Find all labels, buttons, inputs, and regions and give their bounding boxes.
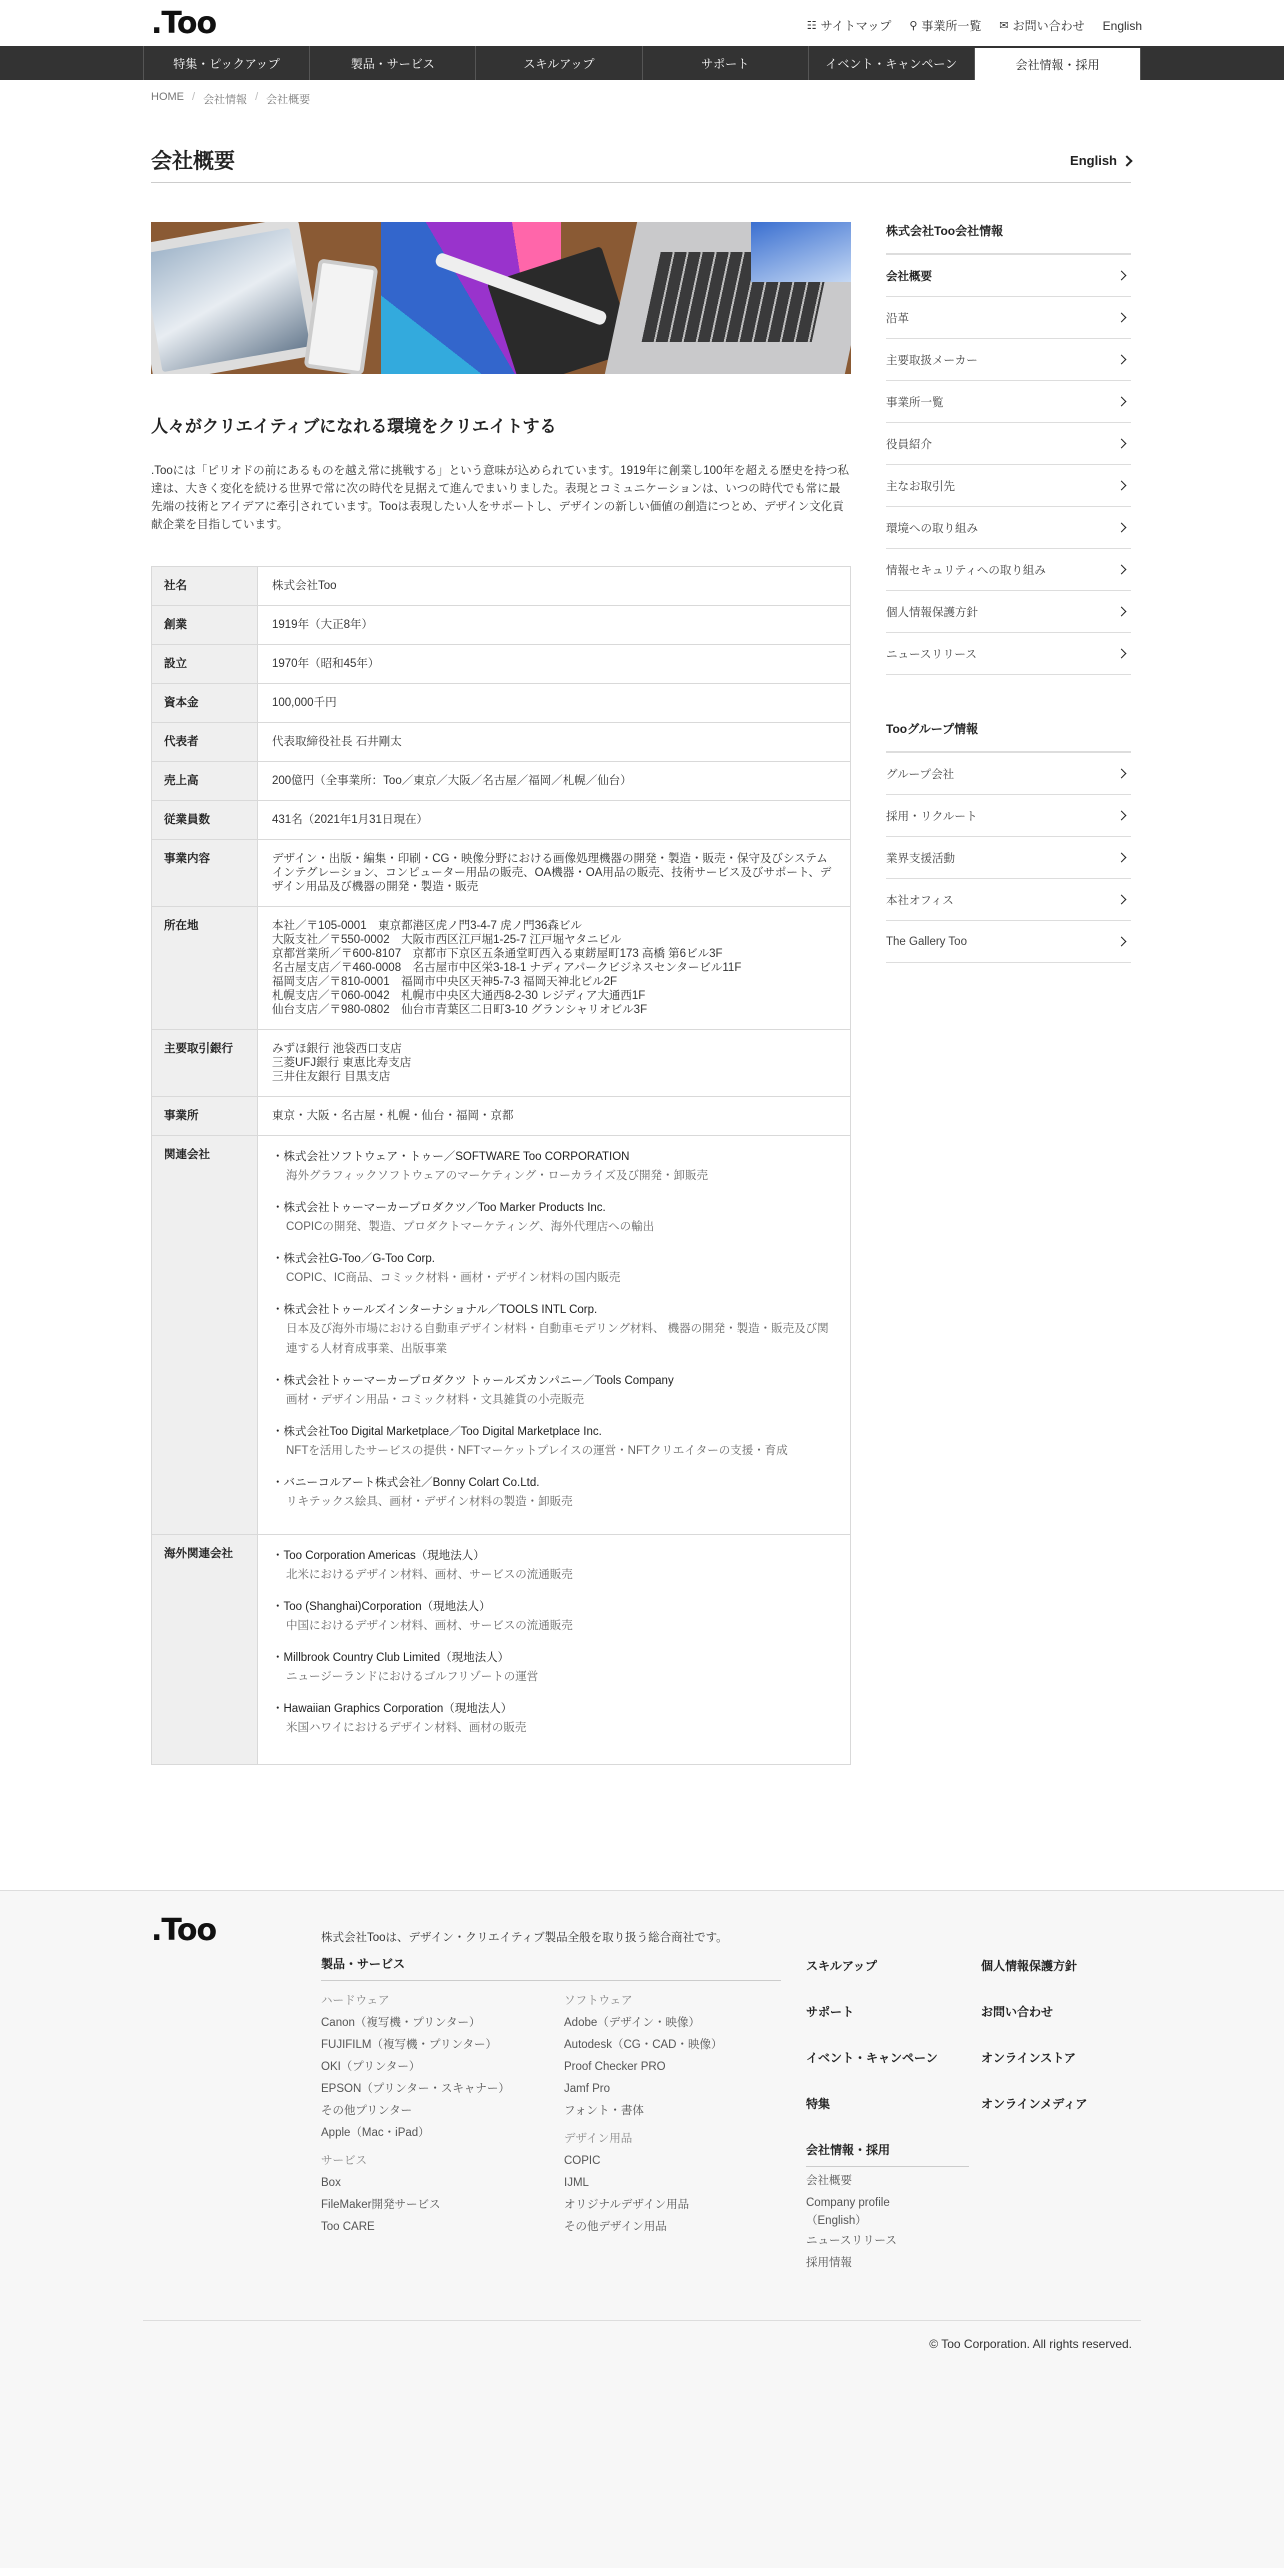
sidebar-group-item[interactable] [886,753,1131,795]
row-value [258,762,851,801]
company-name: ・ Too Corporation Americas（現地法人） [272,1547,836,1565]
table-row [152,645,851,684]
table-row [152,723,851,762]
sidebar-group-item[interactable] [886,837,1131,879]
row-label: 従業員数 [152,801,258,840]
footer-category: ハードウェア [321,1995,390,2007]
sidebar-company-item[interactable] [886,423,1131,465]
value-line: 100,000千円 [272,697,337,709]
value-line: 200億円（全事業所：Too／東京／大阪／名古屋／福岡／札幌／仙台） [272,775,632,787]
list-item [272,1474,836,1512]
value-line: 株式会社Too [272,580,337,592]
table-row [152,606,851,645]
footer [0,1890,1284,2568]
sidebar-company-item-label: 沿革 [886,312,909,325]
value-line: 三井住友銀行 目黒支店 [272,1071,391,1083]
breadcrumb-separator: / [255,91,259,103]
chevron-right-icon [1117,313,1127,323]
sidebar-group-heading: Tooグループ情報 [886,720,1131,753]
contact-label: お問い合わせ [1012,19,1085,33]
company-name: ・ 株式会社G-Too／G-Too Corp. [272,1250,836,1268]
sitemap-icon: ☷ [806,20,817,32]
row-label: 所在地 [152,907,258,1030]
page-title: 会社概要 [151,150,235,173]
footer-products-col1 [321,1990,510,2238]
sidebar-company-item[interactable] [886,381,1131,423]
too-logo[interactable]: .Too [151,6,217,41]
row-value [258,1535,851,1765]
footer-link-support[interactable]: サポート [806,2005,855,2019]
footer-link[interactable]: EPSON（プリンター・スキャナー） [321,2083,510,2095]
footer-logo[interactable]: .Too [151,1913,217,1948]
footer-divider [143,2320,1141,2321]
utility-links [807,17,1142,34]
sidebar-company-item[interactable] [886,507,1131,549]
footer-category: サービス [321,2155,367,2167]
table-row [152,1097,851,1136]
location-pin-icon: ⚲ [909,20,918,32]
list-item [272,1250,836,1288]
chevron-right-icon [1117,397,1127,407]
footer-link-overview[interactable]: 会社概要 [806,2175,852,2187]
overseas-row [152,1535,851,1765]
hero-image [151,222,851,374]
nav-products[interactable]: 製品・サービス [309,46,475,80]
footer-link-company-profile-english[interactable]: （English） [806,2215,867,2227]
sitemap-link[interactable] [807,17,892,34]
global-nav [0,46,1284,80]
nav-features[interactable]: 特集・ピックアップ [143,46,309,80]
sidebar-company-heading: 株式会社Too会社情報 [886,222,1131,255]
list-item [272,1148,836,1186]
value-line: 本社／〒105-0001 東京都港区虎ノ門3-4-7 虎ノ門36森ビル [272,920,582,932]
chevron-right-icon [1117,355,1127,365]
footer-products-heading: 製品・サービス [321,1955,781,1981]
company-name: ・ Hawaiian Graphics Corporation（現地法人） [272,1700,836,1718]
company-description: 日本及び海外市場における自動車デザイン材料・自動車モデリング材料、 機器の開発・製造・販売及び関連する人材育成事業、出版事業 [286,1323,829,1355]
sidebar-company-item[interactable] [886,549,1131,591]
table-row [152,840,851,907]
page-header [151,145,1131,183]
table-row [152,762,851,801]
company-name: ・ 株式会社ソフトウェア・トゥー／SOFTWARE Too CORPORATION [272,1148,836,1166]
row-value [258,1030,851,1097]
row-label: 海外関連会社 [152,1535,258,1765]
chevron-right-icon [1117,895,1127,905]
tablet-shape [151,222,322,374]
footer-link[interactable]: フォント・書体 [564,2105,644,2117]
row-label: 事業内容 [152,840,258,907]
chevron-right-icon [1117,853,1127,863]
sidebar-company-item-label: 環境への取り組み [886,522,978,535]
mail-icon: ✉ [999,20,1009,32]
footer-company-heading[interactable]: 会社情報・採用 [806,2141,969,2167]
row-value [258,606,851,645]
row-value [258,801,851,840]
footer-company-links [806,2170,897,2274]
nav-support[interactable]: サポート [642,46,808,80]
list-item [272,1301,836,1359]
sidebar-group [886,720,1131,963]
sidebar-company-item-label: 情報セキュリティへの取り組み [886,564,1046,577]
list-item [272,1700,836,1738]
footer-link-media[interactable]: オンラインメディア [981,2097,1088,2111]
footer-link[interactable]: Apple（Mac・iPad） [321,2127,430,2139]
company-description: ニュージーランドにおけるゴルフリゾートの運営 [286,1671,539,1683]
table-row [152,567,851,606]
value-line: 431名（2021年1月31日現在） [272,814,428,826]
list-item [272,1199,836,1237]
row-value [258,1097,851,1136]
value-line: 代表取締役社長 石井剛太 [272,736,402,748]
footer-link[interactable]: Box [321,2177,341,2189]
chevron-right-icon [1117,439,1127,449]
phone-shape [304,258,379,374]
value-line: 東京・大阪・名古屋・札幌・仙台・福岡・京都 [272,1110,514,1122]
list-item [272,1649,836,1687]
table-row [152,684,851,723]
company-description: リキテックス絵具、画材・デザイン材料の製造・卸販売 [286,1496,573,1508]
sidebar-company-item[interactable] [886,591,1131,633]
chevron-right-icon [1117,523,1127,533]
list-item [272,1598,836,1636]
footer-link-privacy[interactable]: 個人情報保護方針 [981,1959,1078,1973]
footer-category: デザイン用品 [564,2133,633,2145]
value-line: 大阪支社／〒550-0002 大阪市西区江戸堀1-25-7 江戸堀ヤタニビル [272,934,622,946]
value-line: 1970年（昭和45年） [272,658,380,670]
sidebar-company-item[interactable] [886,297,1131,339]
value-line: デザイン・出版・編集・印刷・CG・映像分野における画像処理機器の開発・製造・販売・保守及びシステムインテグレーション、コンピューター用品の販売、OA機器・OA用品の販売、技術サービス及びサポート、デザイン用品及び機器の開発・製造・販売 [272,853,832,893]
footer-link-skillup[interactable]: スキルアップ [806,1959,878,1973]
row-label: 事業所 [152,1097,258,1136]
company-name: ・ 株式会社トゥールズインターナショナル／TOOLS INTL Corp. [272,1301,836,1319]
list-item [272,1547,836,1585]
affiliates-row [152,1136,851,1535]
footer-link[interactable]: IJML [564,2177,589,2189]
sidebar-group-item-label: 採用・リクルート [886,810,978,823]
offices-label: 事業所一覧 [921,19,982,33]
company-description: COPICの開発、製造、プロダクトマーケティング、海外代理店への輸出 [286,1221,655,1233]
row-label: 代表者 [152,723,258,762]
chevron-right-icon [1117,937,1127,947]
row-value [258,1136,851,1535]
table-row [152,801,851,840]
company-name: ・ バニーコルアート株式会社／Bonny Colart Co.Ltd. [272,1474,836,1492]
company-description: 海外グラフィックソフトウェアのマーケティング・ローカライズ及び開発・卸販売 [286,1170,709,1182]
value-line: 仙台支店／〒980-0802 仙台市青葉区二日町3-10 グランシャリオビル3F [272,1004,648,1016]
sidebar-group-item-label: 本社オフィス [886,894,954,907]
company-list [272,1547,836,1738]
footer-link[interactable]: その他デザイン用品 [564,2221,667,2233]
footer-link[interactable]: オリジナルデザイン用品 [564,2199,690,2211]
footer-link-events[interactable]: イベント・キャンペーン [806,2051,938,2065]
nav-events[interactable]: イベント・キャンペーン [808,46,974,80]
footer-link[interactable]: COPIC [564,2155,601,2167]
footer-link[interactable]: Adobe（デザイン・映像） [564,2017,700,2029]
row-label: 売上高 [152,762,258,801]
footer-link-features[interactable]: 特集 [806,2097,831,2111]
sidebar-group-item-label: グループ会社 [886,768,955,781]
company-info-table [151,566,851,1765]
lead-text: .Tooには「ピリオドの前にあるものを越え常に挑戦する」という意味が込められています。1919年に創業し100年を超える歴史を持つ私達は、大きく変化を続ける世界で常に次の時代を見据えて進んでまいりました。表現とコミュニケーションは、いつの時代でも常に最先端の技術とアイデアに牽引されています。Tooは表現したい人をサポートし、デザインの新しい価値の創造につとめ、デザイン文化貢献企業を目指しています。 [151,465,849,531]
chevron-right-icon [1117,769,1127,779]
company-name: ・ 株式会社トゥーマーカープロダクツ／Too Marker Products Inc. [272,1199,836,1217]
chevron-right-icon [1121,155,1132,166]
chevron-right-icon [1117,607,1127,617]
row-label: 設立 [152,645,258,684]
row-value [258,840,851,907]
tablet-screen [151,228,310,372]
english-link[interactable] [1103,17,1142,34]
row-value [258,907,851,1030]
value-line: みずほ銀行 池袋西口支店 [272,1043,402,1055]
breadcrumb-current: 会社概要 [266,94,311,106]
sidebar-company-item-label: 役員紹介 [886,438,932,451]
value-line: 京都営業所／〒600-8107 京都市下京区五条通堂町西入る東錺屋町173 高橋 第6ビル3F [272,948,723,960]
list-item [272,1423,836,1461]
offices-link[interactable] [909,17,981,34]
sidebar-group-item[interactable] [886,879,1131,921]
value-line: 三菱UFJ銀行 東恵比寿支店 [272,1057,412,1069]
english-label: English [1102,18,1142,33]
company-description: COPIC、IC商品、コミック材料・画材・デザイン材料の国内販売 [286,1272,621,1284]
company-description: 中国におけるデザイン材料、画材、サービスの流通販売 [286,1620,573,1632]
company-name: ・ 株式会社Too Digital Marketplace／Too Digital Marketplace Inc. [272,1423,836,1441]
row-label: 関連会社 [152,1136,258,1535]
company-description: 米国ハワイにおけるデザイン材料、画材の販売 [286,1722,527,1734]
sidebar-company-item-label: 会社概要 [886,270,932,283]
nav-skillup[interactable]: スキルアップ [475,46,641,80]
footer-description: 株式会社Tooは、デザイン・クリエイティブ製品全般を取り扱う総合商社です。 [321,1932,728,1944]
sidebar-company-item-label: 個人情報保護方針 [886,606,978,619]
sidebar-company-item-label: 主要取扱メーカー [886,354,978,367]
company-description: NFTを活用したサービスの提供・NFTマーケットプレイスの運営・NFTクリエイターの支援・育成 [286,1445,788,1457]
sidebar-company-item[interactable] [886,465,1131,507]
sidebar-group-item[interactable] [886,795,1131,837]
chevron-right-icon [1117,481,1127,491]
sidebar-group-item[interactable] [886,921,1131,963]
footer-link[interactable]: Autodesk（CG・CAD・映像） [564,2039,723,2051]
sidebar-group-item-label: 業界支援活動 [886,852,955,865]
chevron-right-icon [1117,565,1127,575]
footer-link-company-profile[interactable]: Company profile [806,2197,890,2209]
company-description: 北米におけるデザイン材料、画材、サービスの流通販売 [286,1569,573,1581]
breadcrumb-separator: / [192,91,196,103]
breadcrumb-company[interactable]: 会社情報 [203,94,248,106]
row-value [258,567,851,606]
sidebar-group-item-label: The Gallery Too [886,935,967,948]
footer-category: ソフトウェア [564,1995,633,2007]
footer-link[interactable]: FileMaker開発サービス [321,2199,441,2211]
row-value [258,723,851,762]
sidebar-company-item-label: ニュースリリース [886,648,977,661]
footer-link[interactable]: Canon（複写機・プリンター） [321,2017,481,2029]
english-page-label: English [1070,153,1117,168]
footer-products-col2 [564,1990,722,2238]
footer-link-contact[interactable]: お問い合わせ [981,2005,1054,2019]
company-name: ・ 株式会社トゥーマーカープロダクツ トゥールズカンパニー／Tools Company [272,1372,836,1390]
table-row [152,907,851,1030]
value-line: 名古屋支店／〒460-0008 名古屋市中区栄3-18-1 ナディアパークビジネスセンタービル11F [272,962,742,974]
sidebar-company-item-label: 主なお取引先 [886,480,955,493]
footer-link[interactable]: その他プリンター [321,2105,413,2117]
sidebar-company [886,222,1131,675]
footer-link-news[interactable]: ニュースリリース [806,2235,897,2247]
header [0,0,1284,46]
value-line: 札幌支店／〒060-0042 札幌市中央区大通西8-2-30 レジディア大通西1F [272,990,646,1002]
table-row [152,1030,851,1097]
sidebar-company-item[interactable] [886,255,1131,297]
footer-link-store[interactable]: オンラインストア [981,2051,1076,2065]
company-name: ・ Too (Shanghai)Corporation（現地法人） [272,1598,836,1616]
list-item [272,1372,836,1410]
row-label: 創業 [152,606,258,645]
sidebar-company-item[interactable] [886,633,1131,675]
footer-link[interactable]: OKI（プリンター） [321,2061,421,2073]
row-value [258,684,851,723]
footer-link-recruit[interactable]: 採用情報 [806,2257,852,2269]
screen-mountain-shape [751,222,851,282]
company-list [272,1148,836,1512]
copyright: © Too Corporation. All rights reserved. [929,2337,1132,2351]
footer-link[interactable]: FUJIFILM（複写機・プリンター） [321,2039,498,2051]
row-label: 主要取引銀行 [152,1030,258,1097]
breadcrumb-home[interactable]: HOME [151,91,184,103]
english-page-link[interactable] [1070,153,1131,168]
chevron-right-icon [1117,271,1127,281]
nav-company[interactable]: 会社情報・採用 [974,48,1141,80]
chevron-right-icon [1117,649,1127,659]
contact-link[interactable] [999,17,1084,34]
company-description: 画材・デザイン用品・コミック材料・文具雑貨の小売販売 [286,1394,584,1406]
value-line: 1919年（大正8年） [272,619,373,631]
row-label: 資本金 [152,684,258,723]
breadcrumb [151,91,310,107]
sidebar-company-item-label: 事業所一覧 [886,396,944,409]
row-label: 社名 [152,567,258,606]
footer-link[interactable]: Too CARE [321,2221,375,2233]
footer-link[interactable]: Proof Checker PRO [564,2061,666,2073]
lead-title: 人々がクリエイティブになれる環境をクリエイトする [151,417,557,436]
row-value [258,645,851,684]
sitemap-label: サイトマップ [820,19,892,33]
chevron-right-icon [1117,811,1127,821]
company-name: ・ Millbrook Country Club Limited（現地法人） [272,1649,836,1667]
sidebar-company-item[interactable] [886,339,1131,381]
value-line: 福岡支店／〒810-0001 福岡市中央区天神5-7-3 福岡天神北ビル2F [272,976,618,988]
footer-link[interactable]: Jamf Pro [564,2083,611,2095]
